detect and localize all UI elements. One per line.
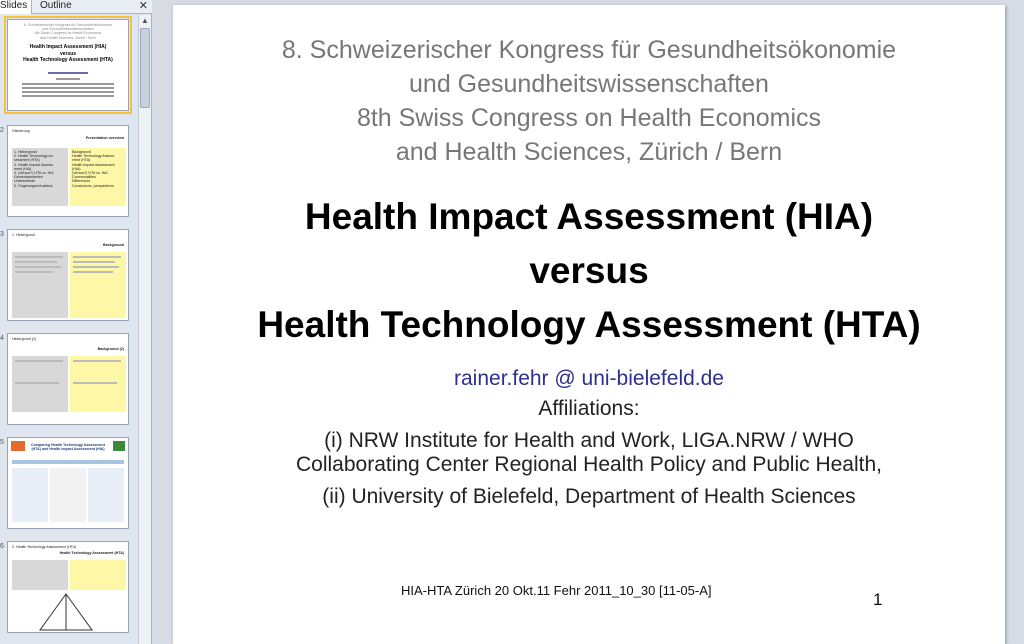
pane-tab-bar xyxy=(0,0,152,14)
slide-thumbnail-3[interactable] xyxy=(7,229,129,321)
slide-subtitle-line-4: and Health Sciences, Zürich / Bern xyxy=(395,138,783,166)
slide-editing-area xyxy=(153,0,1024,644)
thumb-4-line xyxy=(73,382,117,384)
affiliation-line-2: Collaborating Center Regional Health Policy and Public Health, xyxy=(295,453,882,476)
thumb-4-heading: Hintergrund (2) xyxy=(12,337,37,341)
thumb-3-line xyxy=(73,261,115,263)
affiliation-line-1: (i) NRW Institute for Health and Work, LIGA.NRW / WHO xyxy=(324,429,854,452)
author-email: rainer.fehr @ uni-bielefeld.de xyxy=(454,367,724,390)
thumb-2-left-list: 1. Hintergrund 2. Health Technology As- sessment (HTA) 3. Health Impact Assess- ment (HIA) 4. (Versus?) HTA vs. HIA Gemeinsamkeiten Unterschiede 5. Folgerungen/Ausblick xyxy=(14,150,54,188)
thumb-5-col xyxy=(12,468,48,522)
slide-title-line-3: Health Technology Assessment (HTA) xyxy=(257,304,921,345)
thumb-3-line xyxy=(73,256,121,258)
thumb-1-line xyxy=(22,87,114,89)
scrollbar-thumb[interactable] xyxy=(140,28,150,108)
thumb-6-triangle-diagram xyxy=(36,592,96,632)
slide-thumbnail-list xyxy=(0,15,138,644)
slide-title-line-2: versus xyxy=(529,250,649,291)
slide-thumbnail-4[interactable] xyxy=(7,333,129,425)
scroll-up-icon[interactable]: ▲ xyxy=(141,16,149,25)
thumbnail-number: 3 xyxy=(0,231,4,238)
thumb-1-email-line xyxy=(48,72,88,74)
thumbnail-scrollbar[interactable] xyxy=(138,15,151,644)
thumbnail-number: 2 xyxy=(0,127,4,134)
thumb-4-right-heading: Background (2) xyxy=(97,347,124,351)
thumb-3-line xyxy=(15,261,57,263)
flag-icon xyxy=(113,441,125,451)
thumb-3-right-heading: Background xyxy=(103,243,124,247)
thumb-4-left-box xyxy=(12,356,68,412)
thumb-2-heading: Gliederung xyxy=(12,129,30,133)
thumb-3-line xyxy=(73,271,113,273)
tab-slides[interactable]: Slides xyxy=(0,0,32,14)
thumb-1-title: Health Impact Assessment (HIA) versus Health Technology Assessment (HTA) xyxy=(23,44,113,63)
thumb-3-line xyxy=(15,271,53,273)
thumb-4-line xyxy=(15,360,63,362)
thumb-1-subtitle: 8. Schweizerischer Kongress für Gesundheitsökonomie und Gesundheitswissenschaften 8th Swiss Congress on Health Economics and Health Sciences, Zürich / Bern xyxy=(23,23,113,40)
slide-thumbnail-1[interactable] xyxy=(7,19,129,111)
slide-canvas[interactable] xyxy=(173,5,1005,644)
thumb-3-line xyxy=(15,266,61,268)
thumb-5-col xyxy=(50,468,86,522)
slide-thumbnail-6[interactable] xyxy=(7,541,129,633)
thumb-5-heading: Comparing Health Technology Assessment (HTA) and Health Impact Assessment (HIA) xyxy=(31,443,105,452)
slide-thumbnail-5[interactable] xyxy=(7,437,129,529)
thumb-4-right-box xyxy=(70,356,126,412)
thumb-3-heading: 1. Hintergrund xyxy=(12,233,35,237)
thumb-4-line xyxy=(73,360,121,362)
affiliation-line-3: (ii) University of Bielefeld, Department of Health Sciences xyxy=(322,485,856,508)
thumb-1-line xyxy=(22,95,114,97)
thumb-6-heading: 2. Health Technology Assessment (HTA) xyxy=(12,545,77,549)
thumb-5-col xyxy=(88,468,124,522)
thumb-6-left-box xyxy=(12,560,68,590)
slide-thumbnail-2[interactable] xyxy=(7,125,129,217)
thumb-5-band xyxy=(12,460,124,464)
tab-outline[interactable]: Outline xyxy=(40,0,72,11)
thumbnail-number: 4 xyxy=(0,335,4,342)
thumb-2-right-list: Background Health Technology Assess- ment (HTA) Health Impact Assessment (HIA) (Versus?) HTA vs. HIA Commonalities Differences Conclusions, perspectives xyxy=(72,150,116,188)
thumb-1-line xyxy=(56,78,80,80)
thumb-6-right-heading: Health Technology Assessment (HTA) xyxy=(59,551,124,555)
thumb-1-line xyxy=(22,91,114,93)
slides-pane xyxy=(0,0,152,644)
thumb-3-line xyxy=(73,266,119,268)
close-icon[interactable]: ✕ xyxy=(138,0,148,12)
thumb-6-right-box xyxy=(70,560,126,590)
thumbnail-number: 6 xyxy=(0,543,4,550)
thumb-2-right-heading: Presentation overview xyxy=(85,136,124,140)
affiliations-label: Affiliations: xyxy=(538,397,640,420)
logo-icon xyxy=(11,441,25,451)
slide-subtitle-line-1: 8. Schweizerischer Kongress für Gesundheitsökonomie xyxy=(281,36,897,64)
slide-title-line-1: Health Impact Assessment (HIA) xyxy=(304,196,874,237)
thumb-4-line xyxy=(15,382,59,384)
thumb-3-line xyxy=(15,256,63,258)
slide-number: 1 xyxy=(873,590,883,609)
thumb-1-line xyxy=(22,83,114,85)
slide-subtitle-line-3: 8th Swiss Congress on Health Economics xyxy=(356,104,822,132)
slide-subtitle-line-2: und Gesundheitswissenschaften xyxy=(409,70,769,98)
thumbnail-number: 5 xyxy=(0,439,4,446)
slide-footer: HIA-HTA Zürich 20 Okt.11 Fehr 2011_10_30 [11-05-A] xyxy=(401,583,712,598)
